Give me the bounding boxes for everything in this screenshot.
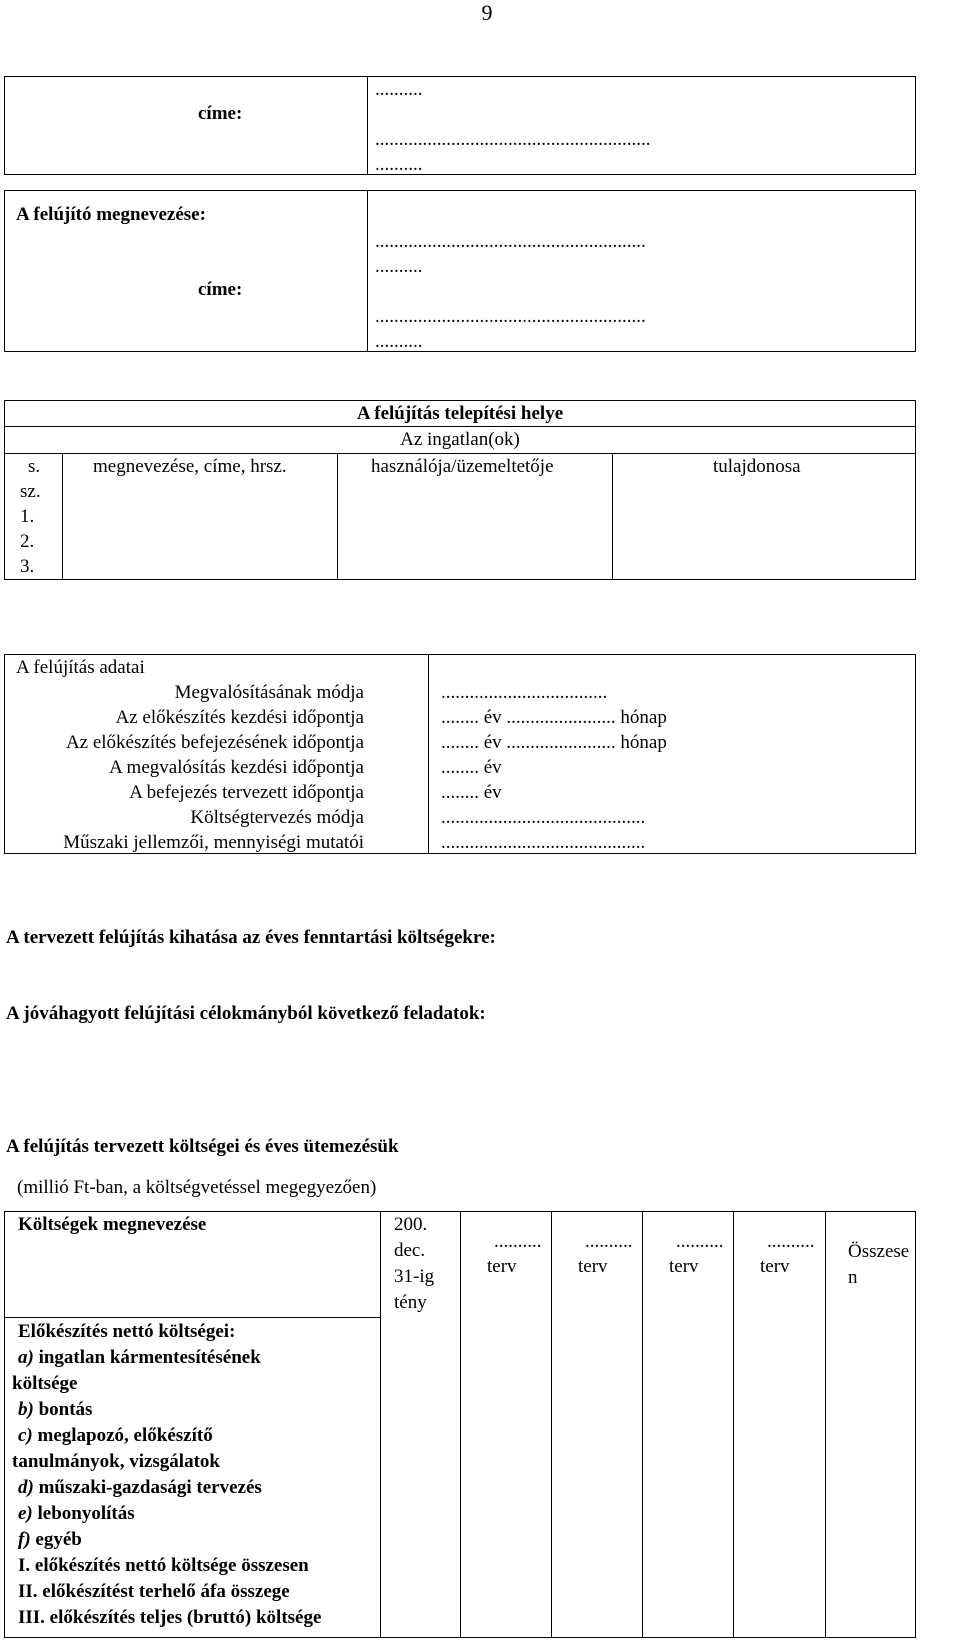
cost-item-d: d) műszaki-gazdasági tervezés [18,1477,262,1498]
cost-item-a: a) ingatlan kármentesítésének [18,1347,261,1368]
cost-col-name: Költségek megnevezése [18,1214,207,1235]
address-label-1: címe: [198,103,243,124]
cost-col-plan: terv [487,1256,517,1277]
cost-total-vat: II. előkészítést terhelő áfa összege [18,1581,290,1602]
dots-line: .......... [375,79,423,100]
dots-line: .......... [375,154,423,175]
data-label: A befejezés tervezett időpontja [129,782,364,803]
cost-col-actual: tény [394,1292,427,1313]
cost-col-plan-dots: .......... [585,1231,633,1252]
data-value: ........ év [441,757,502,778]
cost-section-title: Előkészítés nettó költségei: [18,1321,236,1342]
cost-col-plan-dots: .......... [494,1231,542,1252]
heading-impact: A tervezett felújítás kihatása az éves fenntartási költségekre: [6,927,496,948]
cost-col-actual: dec. [394,1240,426,1261]
costs-note: (millió Ft-ban, a költségvetéssel megegyezően) [17,1177,377,1198]
data-label: A megvalósítás kezdési időpontja [109,757,364,778]
row-number: 3. [20,556,35,577]
heading-costs: A felújítás tervezett költségei és éves ütemezésük [6,1136,399,1157]
renovator-name-label: A felújító megnevezése: [16,204,206,225]
address-block-1 [4,76,916,175]
page-number: 9 [481,0,493,25]
dots-line: .......................................................... [375,129,651,150]
cost-item-e: e) lebonyolítás [18,1503,135,1524]
cost-total-net: I. előkészítés nettó költsége összesen [18,1555,309,1576]
data-value: ........ év [441,782,502,803]
row-number: 1. [20,506,35,527]
col-sorsz-1: s. [28,456,41,477]
data-value: ........ év ....................... hónap [441,707,667,728]
cost-item-c-cont: tanulmányok, vizsgálatok [12,1451,220,1472]
col-owner: tulajdonosa [713,456,801,477]
cost-item-c: c) meglapozó, előkészítő [18,1425,213,1446]
cost-item-a-cont: költsége [12,1373,78,1394]
cost-col-plan-dots: .......... [767,1231,815,1252]
cost-item-b: b) bontás [18,1399,93,1420]
data-label: Műszaki jellemzői, mennyiségi mutatói [63,832,364,853]
cost-col-total: Összese [848,1241,910,1262]
location-subtitle: Az ingatlan(ok) [400,429,520,450]
data-label: Költségtervezés módja [190,807,364,828]
data-value: ................................... [441,682,608,703]
data-value: ........ év ....................... hónap [441,732,667,753]
row-number: 2. [20,531,35,552]
cost-col-plan: terv [760,1256,790,1277]
cost-col-total: n [848,1267,858,1288]
col-name: megnevezése, címe, hrsz. [93,456,287,477]
dots-line: ......................................................... [375,306,646,327]
col-sorsz-2: sz. [20,481,41,502]
col-user: használója/üzemeltetője [371,456,554,477]
cost-col-plan-dots: .......... [676,1231,724,1252]
cost-col-plan: terv [578,1256,608,1277]
dots-line: .......... [375,331,423,352]
data-value: ........................................... [441,832,646,853]
cost-col-actual: 200. [394,1214,428,1235]
data-label: Megvalósításának módja [174,682,364,703]
cost-col-plan: terv [669,1256,699,1277]
cost-item-f: f) egyéb [18,1529,82,1550]
data-value: ........................................... [441,807,646,828]
cost-col-actual: 31-ig [394,1266,435,1287]
dots-line: .......... [375,256,423,277]
dots-line: ......................................................... [375,231,646,252]
heading-tasks: A jóváhagyott felújítási célokmányból következő feladatok: [6,1003,486,1024]
data-label: Az előkészítés kezdési időpontja [115,707,364,728]
cost-total-gross: III. előkészítés teljes (bruttó) költsége [18,1607,322,1628]
location-title: A felújítás telepítési helye [356,403,564,424]
location-table [4,400,916,580]
data-table-title: A felújítás adatai [16,657,145,678]
renovator-address-label: címe: [198,279,243,300]
data-label: Az előkészítés befejezésének időpontja [65,732,364,753]
